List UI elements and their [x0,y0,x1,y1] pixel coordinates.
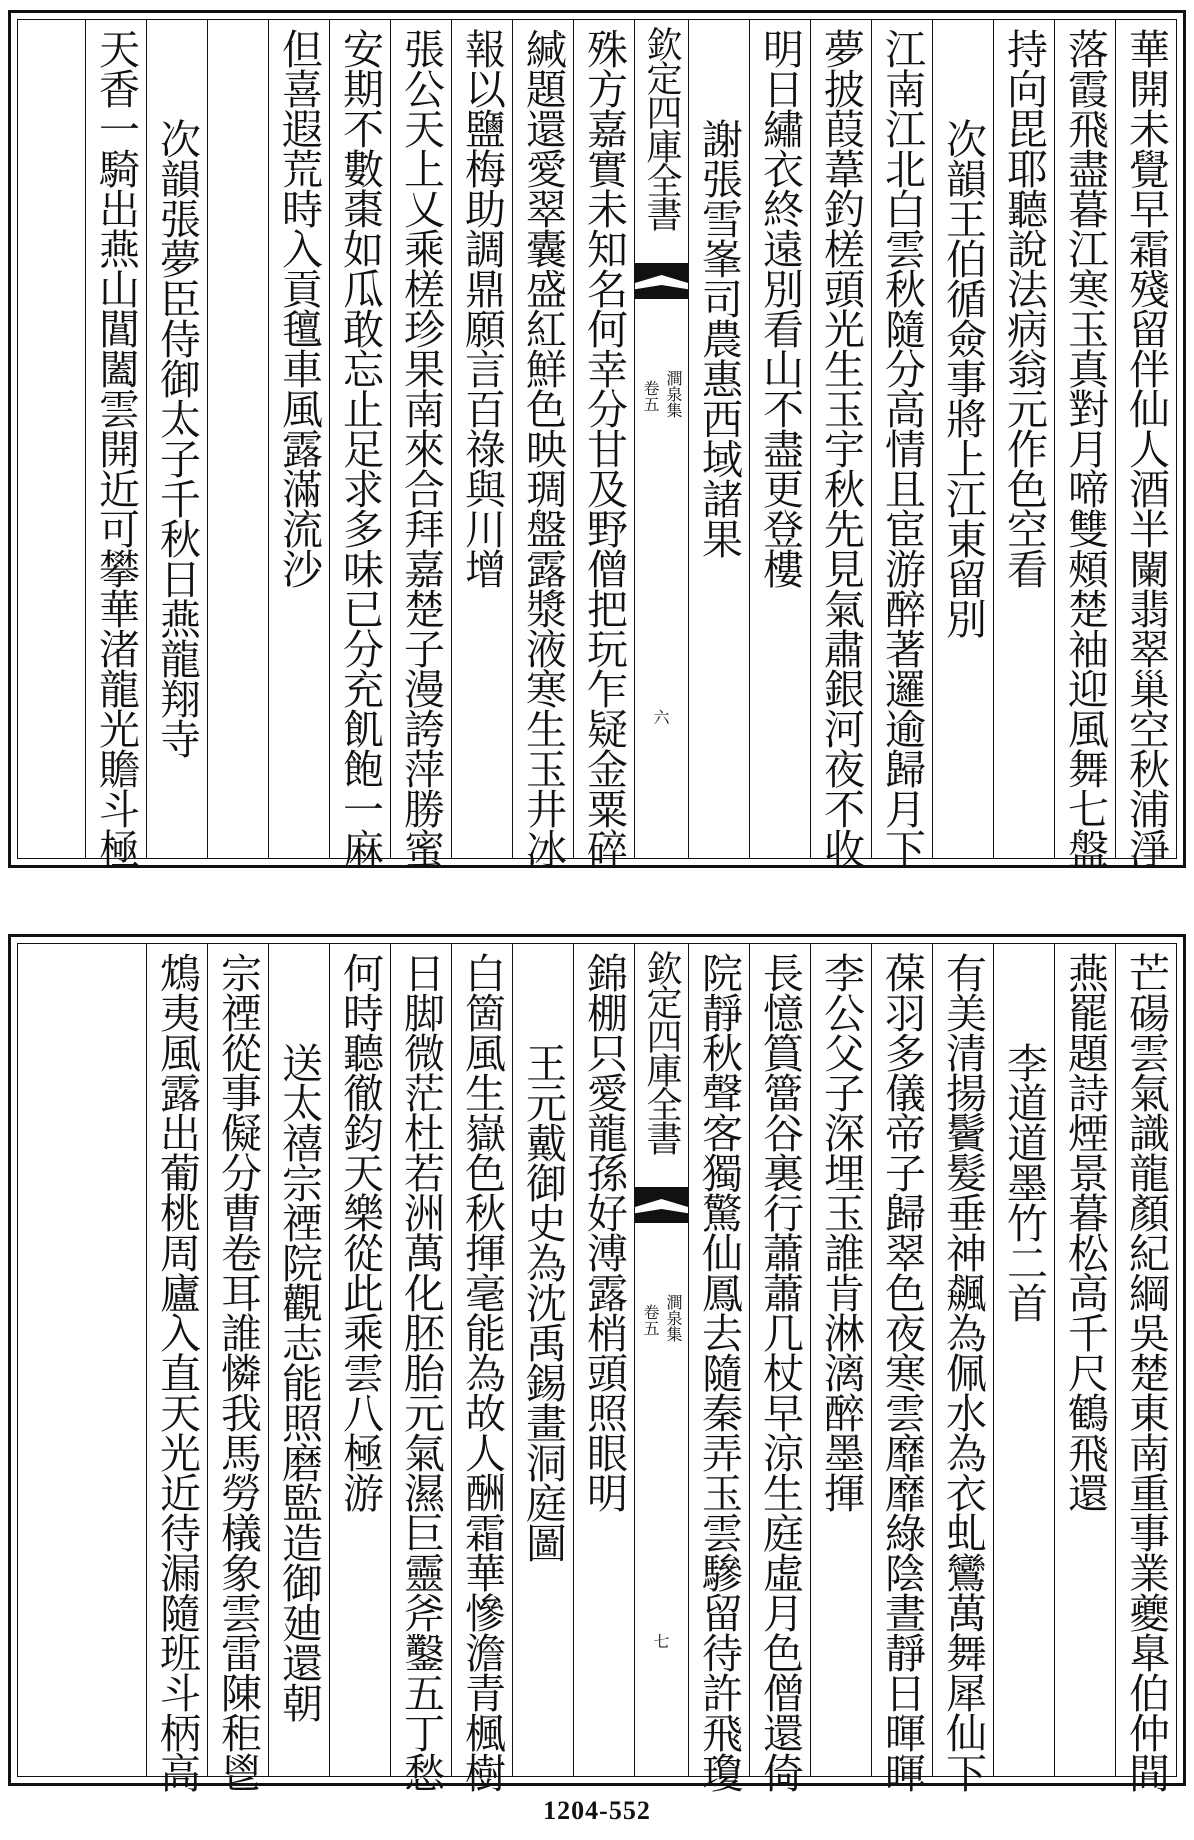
text-column [329,944,390,1776]
gutter-volume: 卷五 [641,380,660,412]
column-text: 院靜秋聲客獨驚仙鳳去隨秦弄玉雲驂留待許飛瓊 [695,952,743,1792]
column-text: 長憶篔簹谷裏行蕭蕭几杖早涼生庭虛月色僧還倚 [756,952,804,1792]
text-column [146,944,207,1792]
text-columns-bottom [18,944,1176,1792]
column-text: 天香一騎出燕山閶闔雲開近可攀華渚龍光贍斗極 [92,28,140,868]
column-text: 華開未覺早霜殘留伴仙人酒半闌翡翠巢空秋浦淨 [1122,28,1170,868]
text-column [329,20,390,868]
column-text: 報以鹽梅助調鼎願言百祿與川增 [458,28,506,588]
gutter-book-title: 欽定四庫全書 [641,26,682,230]
column-text: 李公父子深埋玉誰肯淋漓醉墨揮 [817,952,865,1512]
gutter-collection-name: 澗泉集 [664,370,683,418]
text-column [993,20,1054,858]
center-gutter [634,944,688,1776]
text-column [512,944,573,1776]
text-column [932,944,993,1792]
column-text: 張公天上乂乘槎珍果南來合拜嘉楚子漫誇萍勝蜜 [397,28,445,868]
column-text: 鴆夷風露出葡桃周廬入直天光近待漏隨班斗柄高 [153,952,201,1792]
gutter-page-number: 六 [653,708,670,727]
text-column [146,20,207,858]
column-text: 夢披葭葦釣槎頭光生玉宇秋先見氣肅銀河夜不收 [817,28,865,868]
column-text: 王元戴御史為沈禹錫畫洞庭圖 [519,1042,567,1562]
page-block-bottom [8,934,1186,1792]
column-text: 持向毘耶聽說法病翁元作色空看 [1000,28,1048,588]
text-column [688,20,749,858]
text-column [1115,20,1176,868]
gutter-volume: 卷五 [641,1304,660,1336]
text-column [688,944,749,1792]
text-column [932,20,993,858]
column-text: 何時聽徹鈞天樂從此乘雲八極游 [336,952,384,1512]
fishtail-upper [635,1187,688,1207]
text-column [268,20,329,858]
page-frame-bottom [17,943,1177,1792]
text-column [85,20,146,868]
column-text: 葆羽多儀帝子歸翠色夜寒雲靡靡綠陰晝靜日暉暉 [878,952,926,1792]
text-column [1115,944,1176,1792]
column-text: 落霞飛盡暮江寒玉真對月啼雙頰楚袖迎風舞七盤 [1061,28,1109,868]
page-number-footer: 1204-552 [543,1796,651,1825]
column-text: 明日繡衣終遠別看山不盡更登樓 [756,28,804,588]
text-column [749,944,810,1792]
column-text: 送太禧宗禋院觀志能照磨監造御廸還朝 [275,1042,323,1722]
text-column [993,944,1054,1776]
column-text: 芒碭雲氣識龍顏紀綱吳楚東南重事業夔臯伯仲間 [1122,952,1170,1792]
text-column [810,20,871,868]
column-text: 宗禋從事儗分曹卷耳誰憐我馬勞檥象雲雷陳秬鬯 [214,952,262,1792]
text-column [390,20,451,868]
text-column [1054,20,1115,868]
column-text: 江南江北白雲秋隨分高情且宦游醉著邏逾歸月下 [878,28,926,868]
column-text: 錦棚只愛龍孫好溥露梢頭照眼明 [580,952,628,1512]
column-text: 但喜遐荒時入貢氊車風露滿流沙 [275,28,323,588]
text-column [207,944,268,1792]
column-text: 有美清揚鬢髮垂神飆為佩水為衣虬鸞萬舞犀仙下 [939,952,987,1792]
center-gutter [634,20,688,858]
text-column [207,20,268,858]
text-column [1054,944,1115,1776]
text-column [268,944,329,1776]
page-frame-top [17,19,1177,868]
column-text: 燕罷題詩煙景暮松高千尺鶴飛還 [1061,952,1109,1512]
text-column [871,944,932,1792]
column-text: 日脚微茫杜若洲萬化胚胎元氣濕巨靈斧鑿五丁愁 [397,952,445,1792]
text-column [451,20,512,858]
fishtail-mark [635,1187,688,1227]
column-text: 李道道墨竹二首 [1000,1042,1048,1322]
text-column [512,20,573,868]
column-text: 謝張雪峯司農惠西域諸果 [695,118,743,558]
text-columns-top [18,20,1176,868]
text-column [573,944,634,1776]
column-text: 安期不數棗如瓜敢忘止足求多味已分充飢飽一麻 [336,28,384,868]
column-text: 次韻王伯循僉事將上江東留別 [939,118,987,638]
column-text: 白箇風生嶽色秋揮毫能為故人酬霜華慘澹青楓樹 [458,952,506,1792]
fishtail-lower [635,1209,688,1223]
text-column [390,944,451,1792]
text-column [749,20,810,858]
gutter-collection-name: 澗泉集 [664,1294,683,1342]
column-text: 緘題還愛翠囊盛紅鮮色映琱盤露漿液寒生玉井冰 [519,28,567,868]
text-column [451,944,512,1792]
column-text: 次韻張夢臣侍御太子千秋日燕龍翔寺 [153,118,201,758]
fishtail-lower [635,285,688,299]
fishtail-mark [635,263,688,303]
text-column [810,944,871,1776]
gutter-page-number: 七 [653,1632,670,1651]
text-column [573,20,634,868]
column-text: 殊方嘉實未知名何幸分甘及野僧把玩乍疑金粟碎 [580,28,628,868]
page-block-top [8,10,1186,868]
fishtail-upper [635,263,688,283]
gutter-book-title: 欽定四庫全書 [641,950,682,1154]
text-column [871,20,932,868]
